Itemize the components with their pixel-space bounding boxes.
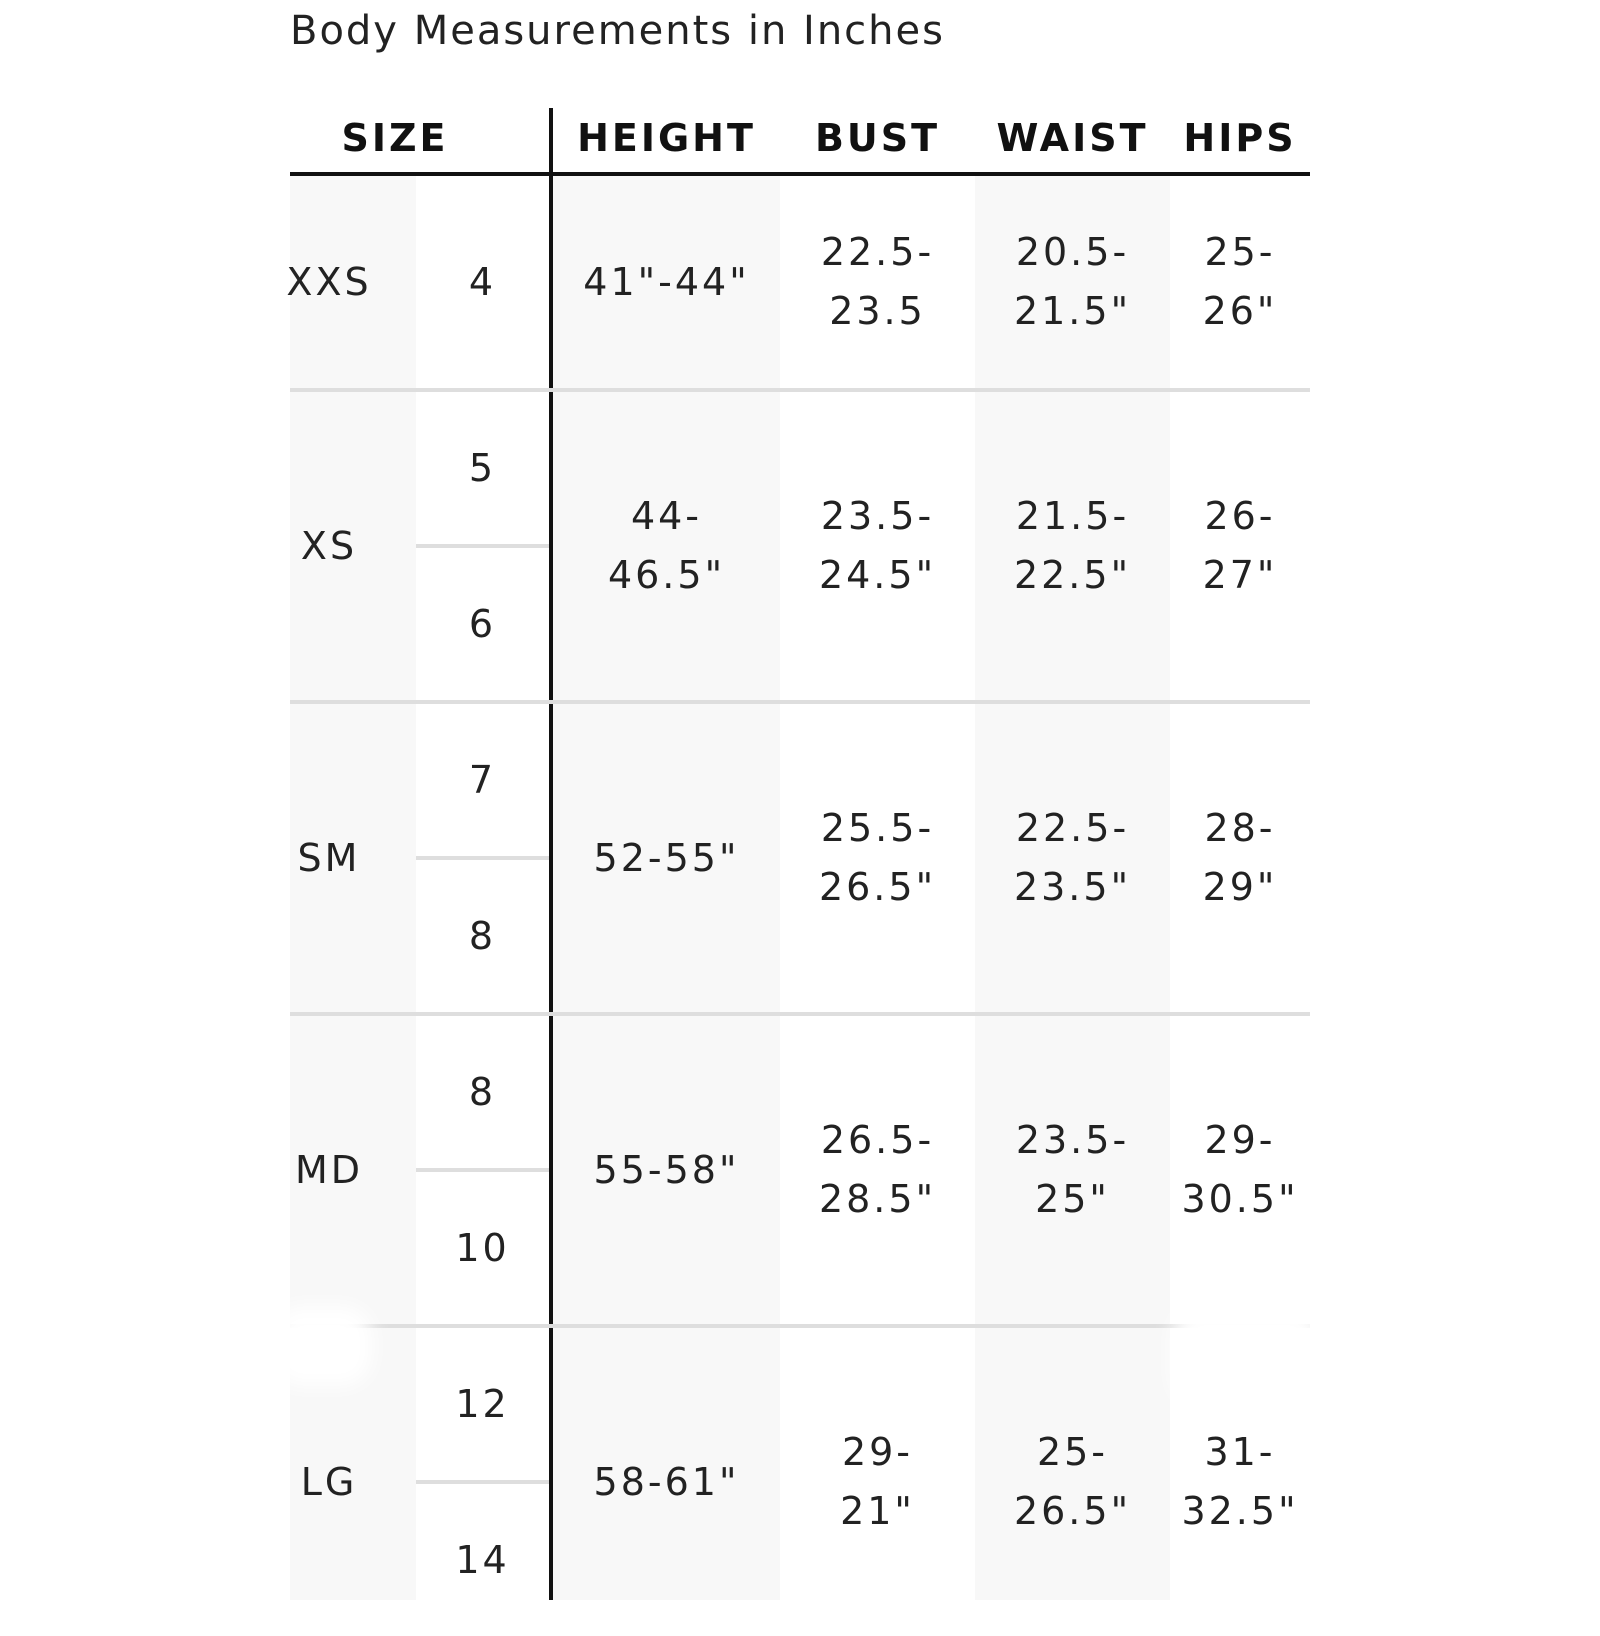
hips-cell [1170, 392, 1310, 700]
waist-value-line: 23.5- [1015, 1118, 1130, 1162]
size-label-md: MD [294, 1147, 364, 1192]
size-number: 12 [455, 1381, 510, 1426]
bust-value-line: 23.5- [820, 494, 935, 538]
hips-cell [1170, 176, 1310, 388]
size-number: 4 [468, 259, 497, 304]
bust-cell [780, 704, 975, 1012]
bust-value-line: 23.5 [829, 289, 926, 333]
bust-cell [780, 176, 975, 388]
hips-value-line: 26- [1204, 494, 1276, 538]
waist-cell [975, 176, 1170, 388]
height-value: 58-61" [593, 1459, 740, 1504]
hips-cell [1170, 1016, 1310, 1324]
bust-value-line: 22.5- [820, 230, 935, 274]
hips-value-line: 29- [1204, 1118, 1276, 1162]
size-number: 5 [468, 445, 497, 490]
waist-value-line: 26.5" [1013, 1489, 1132, 1533]
hips-value-line: 28- [1204, 806, 1276, 850]
size-label-sm: SM [297, 835, 361, 880]
smudge-artifact [272, 1306, 372, 1386]
hips-value-line: 32.5" [1181, 1489, 1299, 1533]
header-hips: HIPS [1183, 116, 1297, 160]
hips-cell [1170, 704, 1310, 1012]
size-number: 8 [468, 1069, 497, 1114]
waist-cell [975, 1328, 1170, 1636]
bust-value-line: 29- [841, 1430, 914, 1474]
header-height: HEIGHT [577, 116, 756, 160]
hips-value-line: 31- [1204, 1430, 1276, 1474]
page-title: Body Measurements in Inches [290, 8, 945, 54]
height-value: 55-58" [593, 1147, 740, 1192]
height-value: 52-55" [593, 835, 740, 880]
waist-cell [975, 704, 1170, 1012]
bust-value-line: 21" [840, 1489, 915, 1533]
bust-cell [780, 1328, 975, 1636]
waist-value-line: 22.5- [1015, 806, 1130, 850]
bust-cell [780, 1016, 975, 1324]
height-cell [553, 704, 780, 1012]
size-number: 6 [468, 601, 497, 646]
waist-value-line: 21.5- [1015, 494, 1130, 538]
waist-value-line: 20.5- [1015, 230, 1130, 274]
height-cell [553, 392, 780, 700]
size-number: 10 [455, 1225, 510, 1270]
header-waist: WAIST [996, 116, 1149, 160]
waist-value-line: 21.5" [1013, 289, 1132, 333]
hips-value-line: 25- [1204, 230, 1276, 274]
height-cell [553, 176, 780, 388]
smudge-artifact [1172, 1306, 1322, 1406]
waist-cell [975, 1016, 1170, 1324]
size-label-xxs: XXS [286, 259, 372, 304]
bust-value-line: 25.5- [820, 806, 935, 850]
waist-value-line: 25- [1036, 1430, 1109, 1474]
bust-value-line: 26.5- [820, 1118, 935, 1162]
bust-cell [780, 392, 975, 700]
size-number: 8 [468, 913, 497, 958]
size-number: 7 [468, 757, 497, 802]
size-number: 14 [455, 1537, 510, 1582]
header-bust: BUST [814, 116, 941, 160]
bust-value-line: 26.5" [818, 865, 937, 909]
size-label-xs: XS [300, 523, 358, 568]
hips-value-line: 26" [1202, 289, 1278, 333]
hips-value-line: 30.5" [1181, 1177, 1299, 1221]
height-value-line: 44- [630, 494, 703, 538]
size-label-lg: LG [300, 1459, 358, 1504]
height-value: 41"-44" [583, 259, 750, 304]
height-value-line: 46.5" [607, 553, 726, 597]
hips-value-line: 27" [1202, 553, 1278, 597]
bust-value-line: 28.5" [818, 1177, 937, 1221]
waist-value-line: 23.5" [1013, 865, 1132, 909]
header-size: SIZE [341, 116, 449, 160]
height-cell [553, 1016, 780, 1324]
waist-value-line: 25" [1035, 1177, 1110, 1221]
height-cell [553, 1328, 780, 1636]
bust-value-line: 24.5" [818, 553, 937, 597]
waist-value-line: 22.5" [1013, 553, 1132, 597]
waist-cell [975, 392, 1170, 700]
hips-value-line: 29" [1202, 865, 1278, 909]
